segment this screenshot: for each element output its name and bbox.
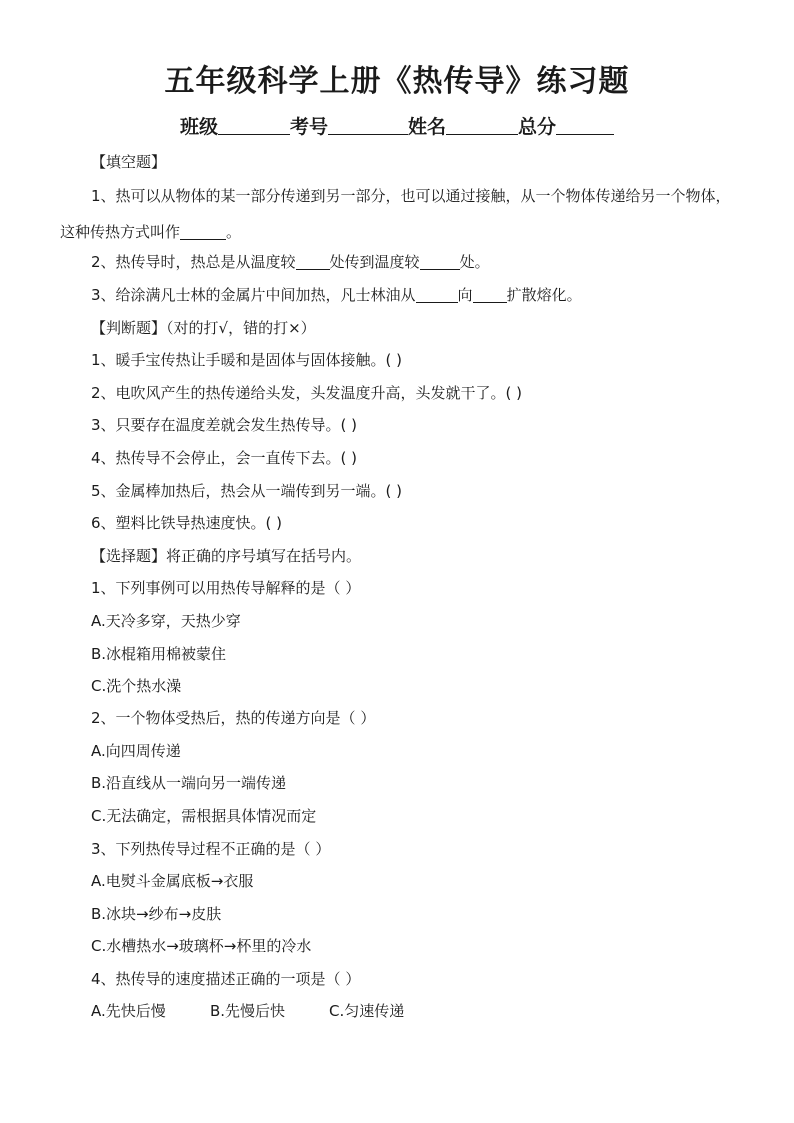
fill-q3-blank-2[interactable] bbox=[473, 286, 507, 303]
judge-item-1: 1、暖手宝传热让手暖和是固体与固体接触。( ) bbox=[91, 351, 403, 369]
judge-item-6: 6、塑料比铁导热速度快。( ) bbox=[91, 514, 283, 532]
fill-q3-text-b: 向 bbox=[457, 286, 473, 304]
judge-header-text: 【判断题】 bbox=[91, 319, 167, 337]
fill-question-3 bbox=[91, 283, 754, 307]
choice-q3-option-b[interactable]: B.冰块→纱布→皮肤 bbox=[91, 905, 222, 923]
name-blank[interactable] bbox=[446, 114, 518, 135]
fill-q3-text-c: 扩散熔化。 bbox=[506, 286, 582, 304]
fill-section-header bbox=[91, 150, 754, 174]
choice-q1-option-b[interactable]: B.冰棍箱用棉被蒙住 bbox=[91, 645, 227, 663]
choice-question-2: 2、一个物体受热后，热的传递方向是（ ） bbox=[91, 709, 376, 727]
choice-q4-options bbox=[91, 999, 754, 1023]
judge-item-5: 5、金属棒加热后，热会从一端传到另一端。( ) bbox=[91, 482, 403, 500]
fill-q3-blank-1[interactable] bbox=[416, 286, 458, 303]
judge-item-3: 3、只要存在温度差就会发生热传导。( ) bbox=[91, 416, 358, 434]
fill-q1-end: 。 bbox=[226, 223, 242, 241]
fill-q1-text: 1、热可以从物体的某一部分传递到另一部分，也可以通过接触，从一个物体传递给另一个物体，这种传热方式叫作 bbox=[60, 187, 731, 241]
choice-q1-option-c[interactable]: C.洗个热水澡 bbox=[91, 677, 182, 695]
judge-section-header bbox=[91, 316, 754, 340]
fill-question-1 bbox=[60, 178, 736, 250]
choice-question-4: 4、热传导的速度描述正确的一项是（ ） bbox=[91, 970, 361, 988]
exam-no-blank[interactable] bbox=[328, 114, 408, 135]
fill-q2-blank-2[interactable] bbox=[420, 253, 460, 270]
student-info-line bbox=[0, 112, 794, 142]
choice-header-text: 【选择题】 bbox=[91, 547, 167, 565]
choice-q1-option-a[interactable]: A.天冷多穿，天热少穿 bbox=[91, 612, 241, 630]
fill-q2-blank-1[interactable] bbox=[296, 253, 330, 270]
name-label: 姓名 bbox=[408, 116, 447, 138]
total-blank[interactable] bbox=[556, 114, 614, 135]
judge-item-2: 2、电吹风产生的热传递给头发，头发温度升高，头发就干了。( ) bbox=[91, 384, 523, 402]
choice-header-note: 将正确的序号填写在括号内。 bbox=[166, 547, 362, 565]
fill-question-2 bbox=[91, 250, 754, 274]
exam-no-label: 考号 bbox=[289, 116, 328, 138]
fill-header-text: 【填空题】 bbox=[91, 153, 167, 171]
class-label: 班级 bbox=[179, 116, 218, 138]
choice-q3-option-c[interactable]: C.水槽热水→玻璃杯→杯里的冷水 bbox=[91, 937, 312, 955]
choice-section-header bbox=[91, 544, 754, 568]
choice-question-3: 3、下列热传导过程不正确的是（ ） bbox=[91, 840, 331, 858]
choice-q4-option-b[interactable]: B.先慢后快 bbox=[210, 1002, 286, 1020]
choice-q4-option-a[interactable]: A.先快后慢 bbox=[91, 1002, 166, 1020]
judge-header-note: （对的打√，错的打×） bbox=[166, 319, 316, 337]
fill-q2-text-a: 2、热传导时，热总是从温度较 bbox=[91, 253, 296, 271]
choice-q2-option-a[interactable]: A.向四周传递 bbox=[91, 742, 181, 760]
fill-q1-blank[interactable] bbox=[180, 223, 226, 240]
choice-q3-option-a[interactable]: A.电熨斗金属底板→衣服 bbox=[91, 872, 254, 890]
choice-q4-option-c[interactable]: C.匀速传递 bbox=[329, 1002, 405, 1020]
fill-q2-text-b: 处传到温度较 bbox=[329, 253, 420, 271]
choice-q2-option-b[interactable]: B.沿直线从一端向另一端传递 bbox=[91, 774, 287, 792]
page-title: 五年级科学上册《热传导》练习题 bbox=[164, 64, 630, 99]
fill-q2-text-c: 处。 bbox=[459, 253, 490, 271]
choice-q2-option-c[interactable]: C.无法确定，需根据具体情况而定 bbox=[91, 807, 317, 825]
total-label: 总分 bbox=[518, 116, 557, 138]
choice-question-1: 1、下列事例可以用热传导解释的是（ ） bbox=[91, 579, 361, 597]
class-blank[interactable] bbox=[218, 114, 290, 135]
judge-item-4: 4、热传导不会停止，会一直传下去。( ) bbox=[91, 449, 358, 467]
fill-q3-text-a: 3、给涂满凡士林的金属片中间加热，凡士林油从 bbox=[91, 286, 416, 304]
